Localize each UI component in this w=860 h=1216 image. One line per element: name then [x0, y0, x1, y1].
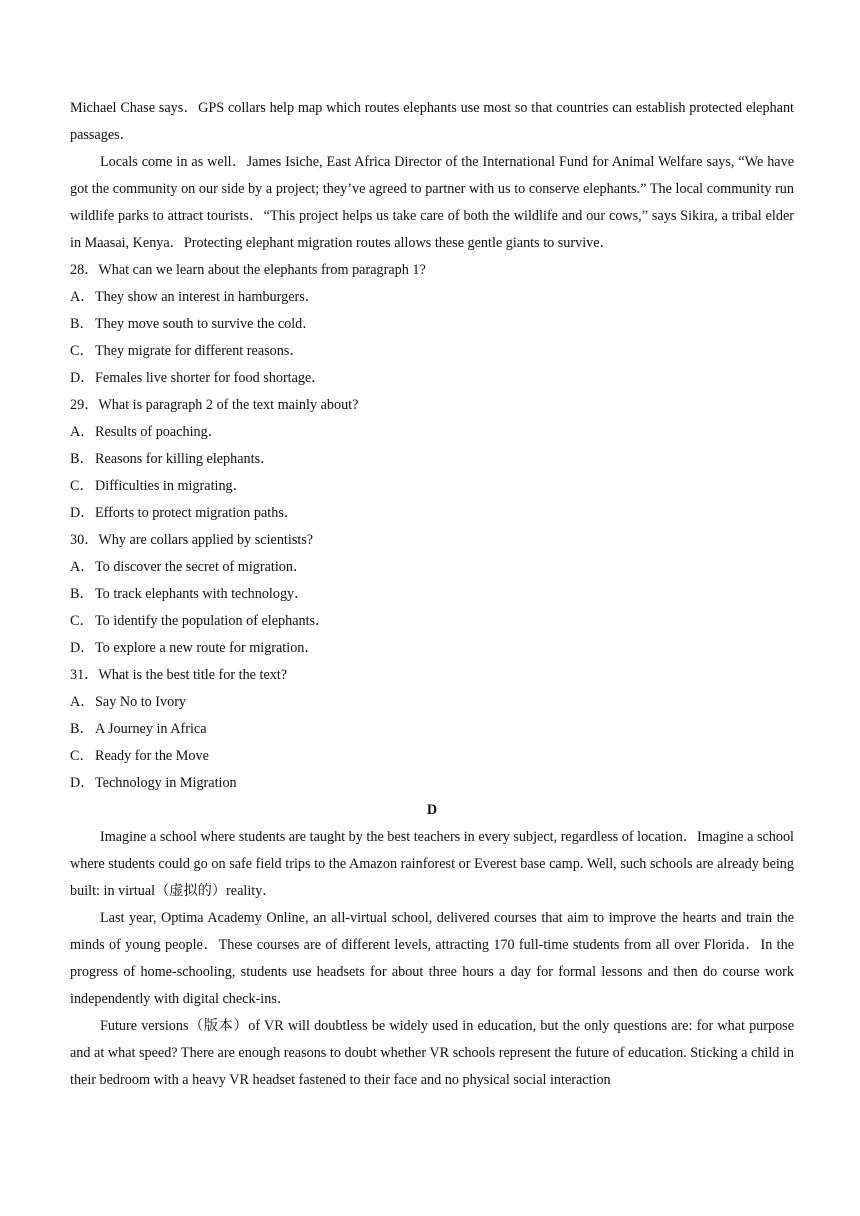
option-letter: D．: [70, 370, 95, 386]
question-30: [70, 527, 794, 662]
question-text: What can we learn about the elephants from paragraph 1?: [98, 262, 426, 278]
question-number: 28．: [70, 262, 99, 278]
option-text: To track elephants with technology．: [95, 586, 309, 602]
option-letter: C．: [70, 748, 94, 764]
question-stem: [70, 257, 794, 284]
option-text: To identify the population of elephants．: [95, 613, 330, 629]
option-text: Difficulties in migrating．: [95, 478, 247, 494]
answer-option: [70, 608, 794, 635]
option-letter: D．: [70, 775, 95, 791]
question-28: [70, 257, 794, 392]
option-letter: A．: [70, 289, 95, 305]
question-stem: [70, 662, 794, 689]
option-letter: C．: [70, 613, 94, 629]
answer-option: [70, 689, 794, 716]
option-letter: B．: [70, 451, 94, 467]
option-text: Ready for the Move: [95, 748, 209, 764]
question-stem: [70, 527, 794, 554]
option-letter: D．: [70, 505, 95, 521]
answer-option: [70, 446, 794, 473]
option-letter: B．: [70, 721, 94, 737]
passage-paragraph: Locals come in as well．James Isiche, East Africa Director of the International Fund for Animal Welfare says, “We have got the community on our side by a project; they’ve agreed to partner with us to conserve elephants.” The local community run wildlife parks to attract tourists．“This project helps us take care of both the wildlife and our cows,” says Sikira, a tribal elder in Maasai, Kenya．Protecting elephant migration routes allows these gentle giants to survive．: [70, 154, 794, 251]
passage-paragraph: Future versions（版本）of VR will doubtless be widely used in education, but the only questions are: for what purpose and at what speed? There are enough reasons to doubt whether VR schools represent the future of education. Sticking a child in their bedroom with a heavy VR headset fastened to their face and no physical social interaction: [70, 1018, 794, 1088]
answer-option: [70, 365, 794, 392]
question-stem: [70, 392, 794, 419]
answer-option: [70, 581, 794, 608]
question-29: [70, 392, 794, 527]
question-number: 31．: [70, 667, 99, 683]
option-letter: A．: [70, 694, 95, 710]
option-text: To discover the secret of migration．: [95, 559, 308, 575]
question-text: Why are collars applied by scientists?: [98, 532, 314, 548]
option-letter: A．: [70, 424, 95, 440]
question-number: 29．: [70, 397, 99, 413]
question-number: 30．: [70, 532, 99, 548]
passage-paragraph: Last year, Optima Academy Online, an all-virtual school, delivered courses that aim to improve the hearts and train the minds of young people．These courses are of different levels, attracting 170 full-time students from all over Florida．In the progress of home-schooling, students use headsets for about three hours a day for formal lessons and then do course work independently with digital check-ins．: [70, 910, 794, 1007]
answer-option: [70, 284, 794, 311]
option-text: Technology in Migration: [95, 775, 237, 791]
answer-option: [70, 770, 794, 797]
option-text: They migrate for different reasons．: [95, 343, 304, 359]
passage-paragraph: Imagine a school where students are taught by the best teachers in every subject, regardless of location．Imagine a school where students could go on safe field trips to the Amazon rainforest or Everest base camp. Well, such schools are already being built: in virtual（虚拟的）reality．: [70, 829, 794, 899]
option-text: A Journey in Africa: [95, 721, 207, 737]
option-letter: D．: [70, 640, 95, 656]
option-text: Reasons for killing elephants．: [95, 451, 275, 467]
answer-option: [70, 500, 794, 527]
answer-option: [70, 311, 794, 338]
option-text: To explore a new route for migration．: [95, 640, 319, 656]
option-text: Say No to Ivory: [95, 694, 187, 710]
answer-option: [70, 743, 794, 770]
question-text: What is paragraph 2 of the text mainly about?: [98, 397, 359, 413]
option-text: They move south to survive the cold．: [95, 316, 317, 332]
answer-option: [70, 716, 794, 743]
option-text: They show an interest in hamburgers．: [95, 289, 319, 305]
document-content: [70, 95, 794, 1094]
section-title: D: [426, 802, 438, 818]
option-text: Females live shorter for food shortage．: [95, 370, 326, 386]
answer-option: [70, 473, 794, 500]
answer-option: [70, 419, 794, 446]
option-letter: A．: [70, 559, 95, 575]
option-letter: C．: [70, 478, 94, 494]
question-31: [70, 662, 794, 797]
option-letter: B．: [70, 316, 94, 332]
passage-paragraph: Michael Chase says．GPS collars help map which routes elephants use most so that countries can establish protected elephant passages．: [70, 100, 794, 143]
answer-option: [70, 338, 794, 365]
answer-option: [70, 635, 794, 662]
answer-option: [70, 554, 794, 581]
option-text: Results of poaching．: [95, 424, 222, 440]
question-text: What is the best title for the text?: [98, 667, 288, 683]
option-letter: B．: [70, 586, 94, 602]
option-text: Efforts to protect migration paths．: [95, 505, 299, 521]
option-letter: C．: [70, 343, 94, 359]
